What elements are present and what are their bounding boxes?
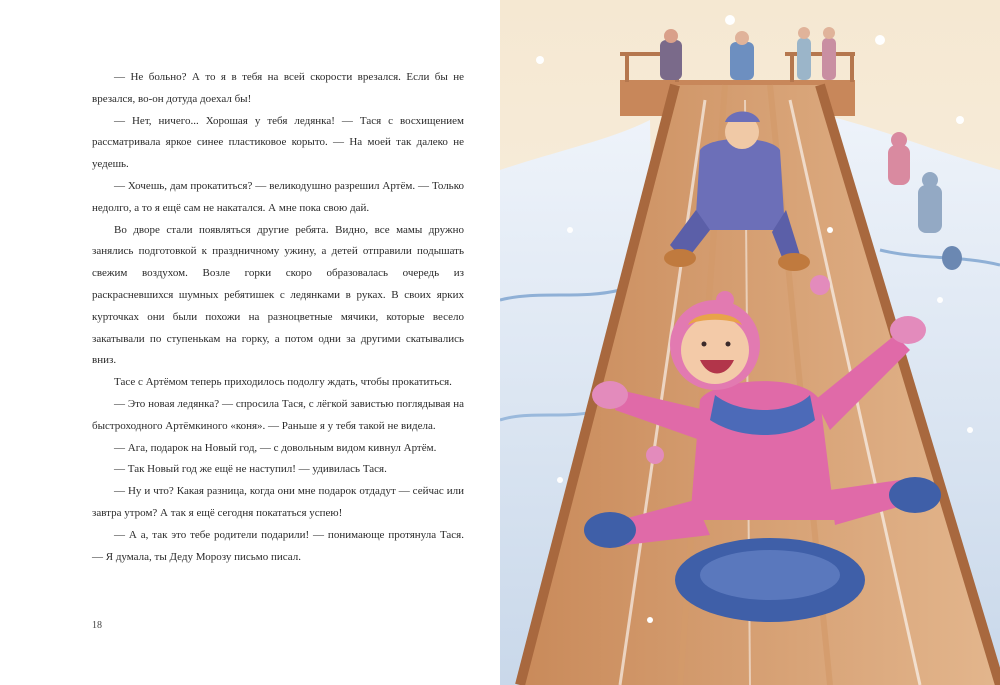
paragraph: — Хочешь, дам прокатиться? — великодушно разрешил Артём. — Только недолго, а то я ещё сам не накатался. А мне пока свою дай. [92,179,464,214]
story-text [92,67,464,568]
illustration-sledding-kids [500,0,1000,685]
page-number: 18 [92,620,102,631]
paragraph: — Это новая ледянка? — спросила Тася, с лёгкой завистью поглядывая на быстроходного Артёмкиного «коня». — Раньше я у тебя такой не видела. [92,397,464,432]
paragraph: — Не больно? А то я в тебя на всей скорости врезался. Если бы не врезался, во-он дотуда доехал бы! [92,71,464,105]
paragraph: — Ну и что? Какая разница, когда они мне подарок отдадут — сейчас или завтра утром? А так я ещё сегодня покататься успею! [92,485,464,519]
paragraph: Тасе с Артёмом теперь приходилось подолгу ждать, чтобы прокатиться. [114,376,452,389]
right-page-illustration [500,0,1000,685]
paragraph: — Так Новый год же ещё не наступил! — удивилась Тася. [114,463,387,476]
paragraph: — А а, так это тебе родители подарили! — понимающе протянула Тася. — Я думала, ты Деду Морозу письмо писал. [92,528,464,563]
paragraph: Во дворе стали появляться другие ребята. Видно, все мамы дружно занялись подготовкой к праздничному ужину, а детей отправили подышать свежим воздухом. Возле горки скоро образовалась очередь из раскрасневшихся шумных ребятишек с ледянками в руках. В своих ярких курточках они были похожи на разноцветные мячики, которые весело закатывали по ступенькам на горку, а потом одни за другими скатывались вниз. [92,223,464,367]
paragraph: — Ага, подарок на Новый год, — с довольным видом кивнул Артём. [114,441,437,454]
paragraph: — Нет, ничего... Хорошая у тебя ледянка! — Тася с восхищением рассматривала яркое синее пластиковое корыто. — На моей так далеко не уедешь. [92,114,464,171]
